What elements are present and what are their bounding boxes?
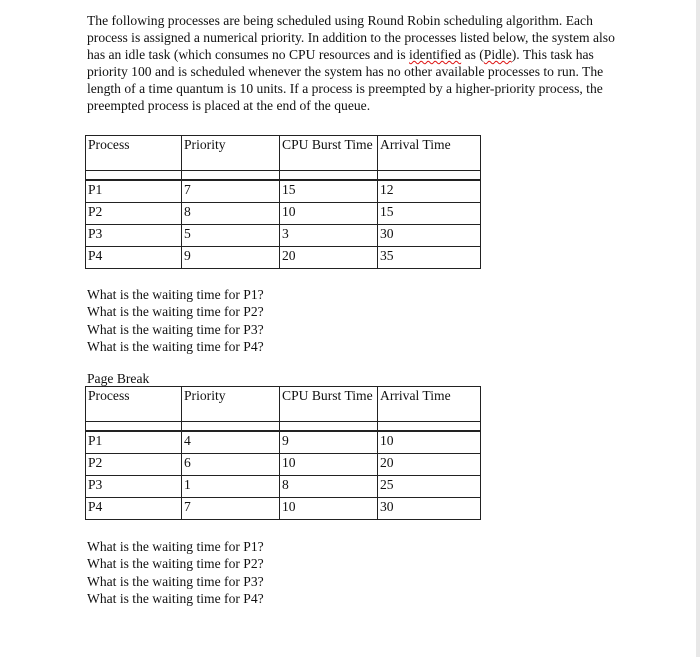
question-p1: What is the waiting time for P1? — [87, 287, 264, 302]
question-p4: What is the waiting time for P4? — [87, 590, 264, 606]
cell-priority: 8 — [182, 203, 280, 225]
cell-burst: 10 — [280, 454, 378, 476]
question-p3: What is the waiting time for P3? — [87, 321, 264, 337]
header-priority: Priority — [182, 136, 280, 171]
cell-arrival: 30 — [378, 225, 481, 247]
cell-priority: 7 — [182, 498, 280, 520]
process-table-2 — [85, 386, 481, 520]
question-p2: What is the waiting time for P2? — [87, 304, 264, 320]
header-process: Process — [86, 387, 182, 422]
cell-priority: 4 — [182, 431, 280, 454]
cell-arrival: 35 — [378, 247, 481, 269]
cell-arrival: 30 — [378, 498, 481, 520]
cell-burst: 10 — [280, 498, 378, 520]
cell-arrival: 20 — [378, 454, 481, 476]
table-row — [86, 454, 481, 476]
cell-process: P2 — [86, 454, 182, 476]
questions-set-2 — [87, 538, 347, 607]
header-cpu-burst: CPU Burst Time — [280, 387, 378, 422]
intro-paragraph: The following processes are being scheduled using Round Robin scheduling algorithm. Each process is assigned a numerical priority. In addition to the processes listed below, the system also has an idle task (which consumes no CPU resources and is identified as (Pidle). This task has priority 100 and is scheduled whenever the system has no other available processes to run. The length of a time quantum is 10 units. If a process is preempted by a higher-priority process, the preempted process is placed at the end of the queue. — [87, 13, 615, 114]
page-break-label: Page Break — [87, 371, 150, 386]
questions-set-1 — [87, 286, 347, 355]
intro-text-2: as — [461, 47, 480, 63]
cell-burst: 9 — [280, 431, 378, 454]
cell-process: P1 — [86, 431, 182, 454]
cell-process: P4 — [86, 498, 182, 520]
question-p1: What is the waiting time for P1? — [87, 539, 264, 554]
header-priority: Priority — [182, 387, 280, 422]
cell-arrival: 10 — [378, 431, 481, 454]
cell-burst: 3 — [280, 225, 378, 247]
cell-burst: 10 — [280, 203, 378, 225]
header-process: Process — [86, 136, 182, 171]
cell-priority: 5 — [182, 225, 280, 247]
page-edge — [696, 0, 700, 657]
cell-priority: 7 — [182, 180, 280, 203]
table-row — [86, 431, 481, 454]
table-header-row — [86, 387, 481, 422]
cell-process: P3 — [86, 225, 182, 247]
cell-burst: 8 — [280, 476, 378, 498]
intro-text-3: ). This task has priority 100 and is scheduled whenever the system has no other available processes to run. The length of a time quantum is 10 units. If a process is preempted by a higher-priority process, the preempted process is placed at the end of the queue. — [87, 47, 604, 114]
spellcheck-pidle: Pidle — [483, 47, 512, 63]
header-cpu-burst: CPU Burst Time — [280, 136, 378, 171]
table-row — [86, 203, 481, 225]
question-p3: What is the waiting time for P3? — [87, 573, 264, 589]
cell-process: P4 — [86, 247, 182, 269]
cell-priority: 1 — [182, 476, 280, 498]
table-row — [86, 498, 481, 520]
question-p4: What is the waiting time for P4? — [87, 338, 264, 354]
spellcheck-identified: identified — [409, 47, 462, 63]
cell-arrival: 25 — [378, 476, 481, 498]
process-table-1 — [85, 135, 481, 269]
cell-process: P2 — [86, 203, 182, 225]
table-row — [86, 247, 481, 269]
table-header-row — [86, 136, 481, 171]
table-row — [86, 225, 481, 247]
cell-priority: 6 — [182, 454, 280, 476]
header-arrival: Arrival Time — [378, 136, 481, 171]
cell-arrival: 12 — [378, 180, 481, 203]
cell-process: P3 — [86, 476, 182, 498]
cell-burst: 20 — [280, 247, 378, 269]
cell-priority: 9 — [182, 247, 280, 269]
table-row — [86, 476, 481, 498]
question-p2: What is the waiting time for P2? — [87, 556, 264, 572]
cell-burst: 15 — [280, 180, 378, 203]
cell-process: P1 — [86, 180, 182, 203]
cell-arrival: 15 — [378, 203, 481, 225]
header-arrival: Arrival Time — [378, 387, 481, 422]
table-row — [86, 180, 481, 203]
intro-text-1: The following processes are being scheduled using Round Robin scheduling algorithm. Each process is assigned a numerical priority. In addition to the processes listed below, the system also has an idle task (which consumes no CPU resources and is — [87, 13, 615, 63]
